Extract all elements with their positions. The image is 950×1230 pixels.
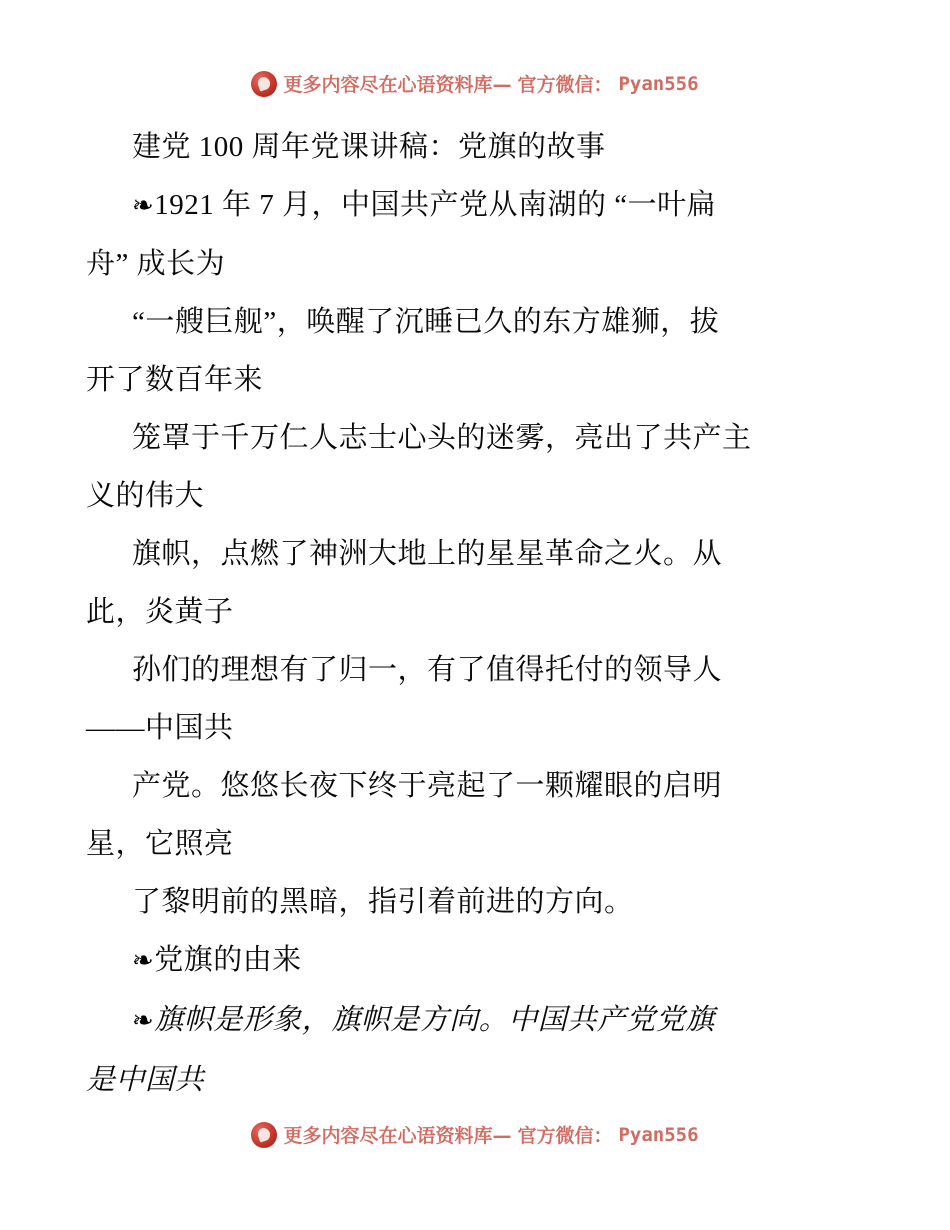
paragraph-line bbox=[86, 235, 876, 293]
line-text: 此，炎黄子 bbox=[86, 596, 234, 628]
line-text: 开了数百年来 bbox=[86, 364, 264, 396]
watermark-main-text: 更多内容尽在心语资料库— bbox=[283, 74, 512, 96]
paragraph-line bbox=[86, 409, 876, 467]
paragraph-line bbox=[86, 176, 876, 235]
line-text: 1921 年 7 月，中国共产党从南湖的 “一叶扁 bbox=[154, 189, 717, 221]
paragraph-line bbox=[86, 1050, 876, 1108]
line-text: 星，它照亮 bbox=[86, 828, 234, 860]
watermark-label-text: 官方微信： bbox=[517, 1125, 613, 1147]
paragraph-line bbox=[86, 351, 876, 409]
line-text: 舟” 成长为 bbox=[86, 248, 226, 280]
paragraph-line bbox=[86, 815, 876, 873]
watermark-main-text: 更多内容尽在心语资料库— bbox=[283, 1125, 512, 1147]
paragraph-line bbox=[86, 583, 876, 641]
paragraph-line bbox=[86, 699, 876, 757]
line-text: ——中国共 bbox=[86, 712, 234, 744]
watermark-top bbox=[0, 70, 950, 97]
circle-logo-icon bbox=[251, 71, 277, 97]
line-text: 党旗的由来 bbox=[154, 944, 302, 976]
watermark-id-text: Pyan556 bbox=[618, 72, 699, 95]
document-title: 建党 100 周年党课讲稿：党旗的故事 bbox=[132, 131, 606, 163]
paragraph-line bbox=[86, 293, 876, 351]
line-text: 是中国共 bbox=[86, 1062, 205, 1096]
paragraph-line bbox=[86, 873, 876, 931]
watermark-bottom bbox=[0, 1121, 950, 1148]
line-text: “一艘巨舰”，唤醒了沉睡已久的东方雄狮，拔 bbox=[132, 306, 720, 338]
section-heading bbox=[86, 931, 876, 990]
paragraph-line bbox=[86, 990, 876, 1050]
line-text: 笼罩于千万仁人志士心头的迷雾，亮出了共产主 bbox=[132, 422, 752, 454]
line-text: 产党。悠悠长夜下终于亮起了一颗耀眼的启明 bbox=[132, 770, 723, 802]
document-body bbox=[86, 118, 876, 1108]
line-text: 旗帜是形象，旗帜是方向。中国共产党党旗 bbox=[154, 1002, 715, 1036]
line-text: 了黎明前的黑暗，指引着前进的方向。 bbox=[132, 886, 634, 918]
paragraph-line bbox=[86, 467, 876, 525]
watermark-label-text: 官方微信： bbox=[517, 74, 613, 96]
circle-logo-icon bbox=[251, 1122, 277, 1148]
bullet-icon: ❧ bbox=[132, 1006, 155, 1036]
line-text: 旗帜，点燃了神洲大地上的星星革命之火。从 bbox=[132, 538, 723, 570]
paragraph-line bbox=[86, 525, 876, 583]
bullet-icon: ❧ bbox=[132, 191, 155, 221]
paragraph-line bbox=[86, 641, 876, 699]
line-text: 义的伟大 bbox=[86, 480, 205, 512]
paragraph-line bbox=[86, 757, 876, 815]
line-text: 孙们的理想有了归一，有了值得托付的领导人 bbox=[132, 654, 723, 686]
bullet-icon: ❧ bbox=[132, 946, 155, 976]
watermark-id-text: Pyan556 bbox=[618, 1123, 699, 1146]
